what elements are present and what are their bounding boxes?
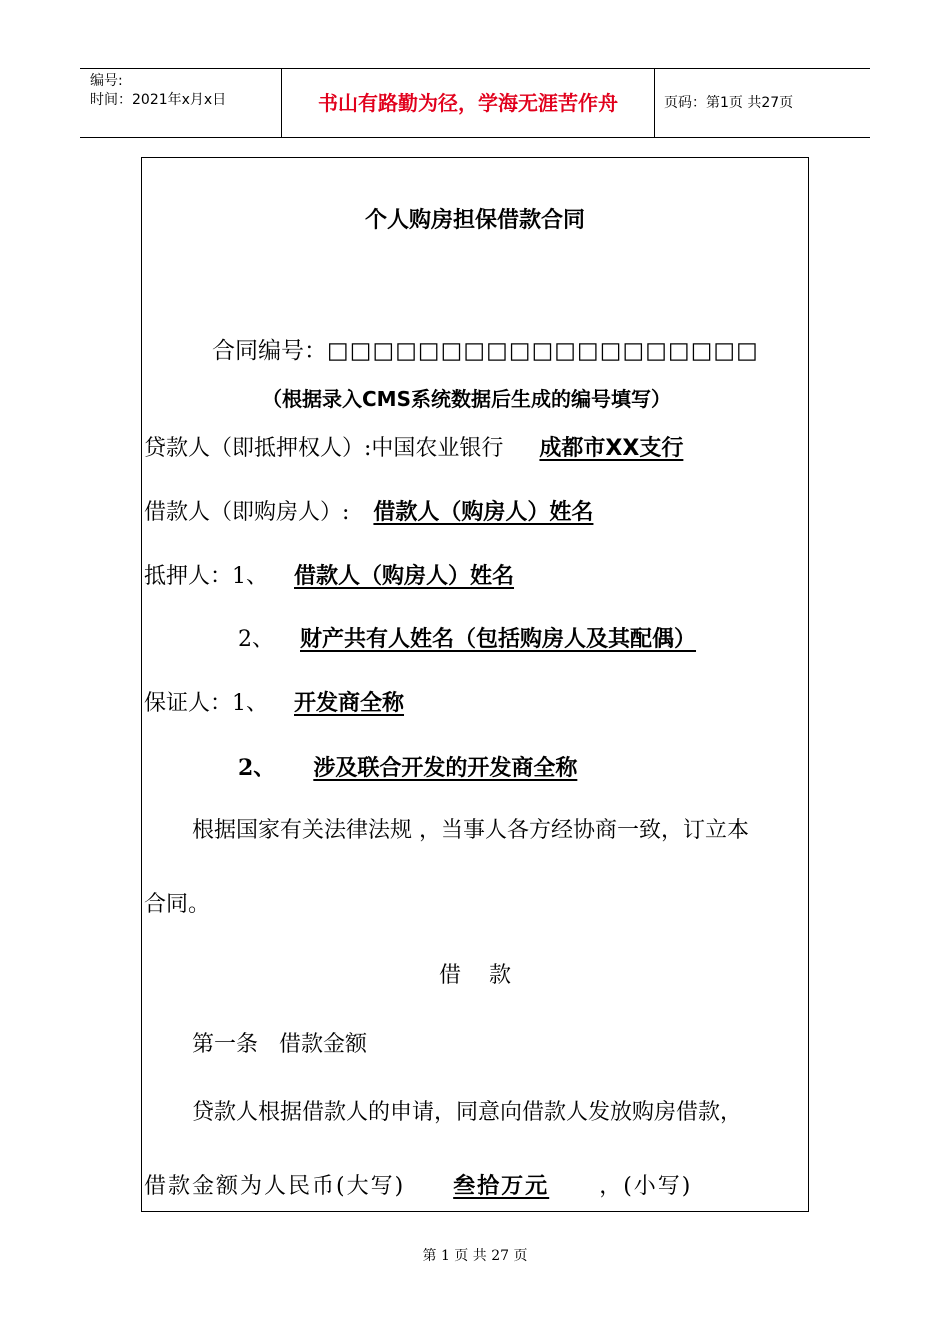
intro-paragraph-line-1: 根据国家有关法律法规 ，当事人各方经协商一致，订立本 — [192, 818, 749, 843]
contract-number-label: 合同编号： — [212, 338, 327, 364]
contract-number-line — [212, 336, 759, 366]
contract-number-boxes: □□□□□□□□□□□□□□□□□□□ — [327, 338, 759, 364]
intro-paragraph-line-2: 合同。 — [144, 892, 211, 917]
header-date: 时间：2021年x月x日 — [90, 92, 227, 108]
page-header — [80, 68, 870, 138]
mortgagor-line-2 — [238, 625, 696, 655]
guarantor-line-2 — [238, 753, 577, 784]
guarantor-line-1 — [144, 689, 404, 719]
loan-paragraph-line-1: 贷款人根据借款人的申请，同意向借款人发放购房借款， — [192, 1100, 743, 1125]
borrower-value: 借款人（购房人）姓名 — [373, 500, 594, 525]
lender-line — [144, 434, 683, 464]
lender-label: 贷款人（即抵押权人）:中国农业银行 — [144, 436, 504, 461]
article-1-title: 第一条 借款金额 — [192, 1032, 367, 1057]
borrower-line — [144, 498, 593, 528]
section-title: 借 款 — [439, 963, 511, 988]
document-frame — [141, 157, 809, 1212]
header-number-label: 编号: — [90, 73, 123, 89]
mortgagor-2-label: 2、 — [238, 627, 274, 652]
header-meta — [80, 69, 281, 137]
guarantor-label: 保证人：1、 — [144, 691, 268, 716]
document-title: 个人购房担保借款合同 — [364, 208, 585, 233]
guarantor-1-value: 开发商全称 — [294, 691, 405, 716]
page-footer: 第 1 页 共 27 页 — [422, 1248, 528, 1264]
mortgagor-line-1 — [144, 562, 514, 592]
header-motto: 书山有路勤为径，学海无涯苦作舟 — [281, 69, 655, 137]
loan-paragraph-line-2 — [144, 1172, 692, 1202]
contract-number-note: （根据录入CMS系统数据后生成的编号填写） — [262, 387, 671, 411]
loan-amount-prefix: 借款金额为人民币(大写) — [144, 1174, 406, 1199]
header-page-info: 页码：第1页 共27页 — [664, 95, 794, 111]
mortgagor-label: 抵押人：1、 — [144, 564, 268, 589]
mortgagor-2-value: 财产共有人姓名（包括购房人及其配偶） — [300, 627, 697, 652]
loan-amount-value: 叁拾万元 — [453, 1174, 550, 1199]
loan-amount-suffix: ，(小写) — [599, 1174, 693, 1199]
mortgagor-1-value: 借款人（购房人）姓名 — [294, 564, 515, 589]
lender-value: 成都市XX支行 — [539, 436, 684, 461]
guarantor-2-value: 涉及联合开发的开发商全称 — [313, 756, 578, 781]
guarantor-2-label: 2、 — [238, 755, 276, 781]
borrower-label: 借款人（即购房人）: — [144, 500, 350, 525]
